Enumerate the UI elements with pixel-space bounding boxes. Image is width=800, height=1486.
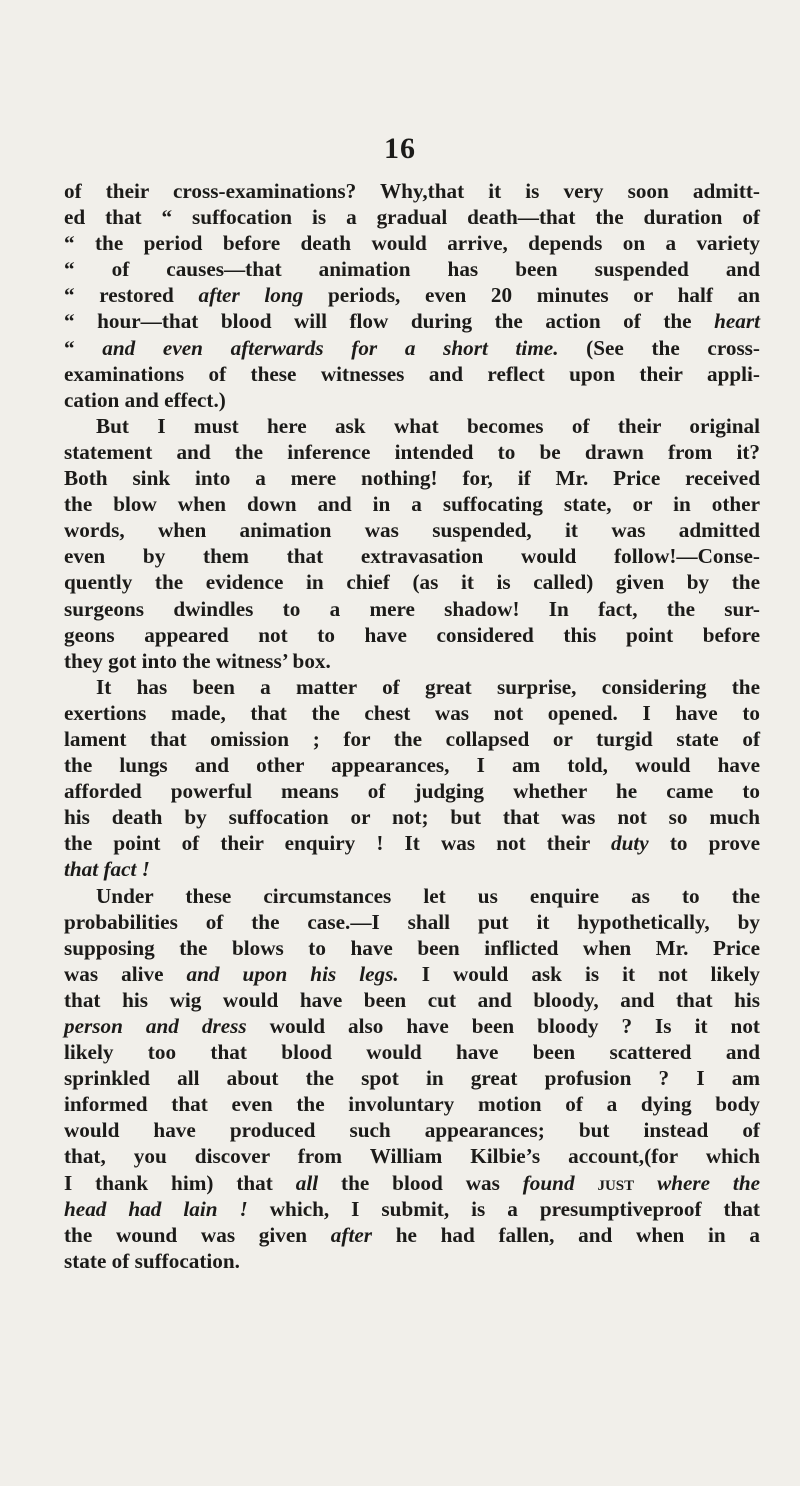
text-segment: examinations of these witnesses and reflect upon their appli- — [64, 361, 760, 386]
text-line — [64, 1117, 760, 1143]
text-segment: supposing the blows to have been inflicted when Mr. Price — [64, 935, 760, 960]
text-line — [64, 752, 760, 778]
text-line — [64, 1065, 760, 1091]
text-line — [64, 804, 760, 830]
italic-text: head had lain ! — [64, 1196, 248, 1221]
text-segment: the point of their enquiry ! It was not their — [64, 831, 612, 856]
text-segment: (See the cross- — [558, 335, 760, 360]
text-line — [64, 1091, 760, 1117]
text-line — [64, 987, 760, 1013]
text-segment: would also have been bloody ? Is it not — [246, 1014, 760, 1038]
text-line — [64, 465, 760, 491]
text-line — [64, 1039, 760, 1065]
text-line — [64, 335, 760, 361]
text-segment: I would ask is it not likely — [398, 961, 760, 986]
text-segment — [634, 1171, 657, 1195]
text-segment: It has been a matter of great surprise, considering the — [96, 674, 760, 699]
text-line — [64, 387, 760, 413]
italic-text: and upon his legs. — [186, 961, 399, 986]
text-segment: Under these circumstances let us enquire as to the — [96, 883, 760, 908]
text-line — [64, 856, 760, 882]
text-segment: exertions made, that the chest was not opened. I have to — [64, 700, 760, 725]
italic-text: and even afterwards for a short time. — [102, 335, 559, 360]
text-segment: “ restored — [64, 283, 199, 308]
text-segment: statement and the inference intended to be drawn from it? — [64, 439, 760, 464]
text-segment: afforded powerful means of judging whether he came to — [64, 779, 760, 804]
text-line — [64, 230, 760, 256]
text-segment: quently the evidence in chief (as it is called) given by the — [64, 570, 760, 595]
italic-text: heart — [714, 309, 760, 334]
text-line — [64, 883, 760, 909]
text-segment: periods, even 20 minutes or half an — [303, 283, 761, 308]
text-line — [64, 778, 760, 804]
text-line — [64, 308, 760, 334]
text-line — [64, 1170, 760, 1196]
text-line — [64, 935, 760, 961]
text-line — [64, 491, 760, 517]
text-line — [64, 413, 760, 439]
text-segment: “ the period before death would arrive, depends on a variety — [64, 231, 760, 256]
italic-text: after — [330, 1222, 372, 1247]
text-segment: Both sink into a mere nothing! for, if Mr. Price received — [64, 466, 760, 491]
text-segment: “ — [64, 335, 103, 360]
italic-text: after long — [198, 283, 304, 308]
text-line — [64, 204, 760, 230]
text-segment: that his wig would have been cut and bloody, and that his — [64, 987, 760, 1012]
text-segment: was alive — [64, 961, 187, 986]
text-line — [64, 1196, 760, 1222]
text-segment: cation and effect.) — [64, 387, 226, 412]
text-segment: the wound was given — [64, 1222, 331, 1247]
text-line — [64, 543, 760, 569]
text-segment: likely too that blood would have been scattered and — [64, 1040, 760, 1065]
text-segment: of their cross-examinations? Why,that it is very soon admitt- — [64, 179, 760, 203]
text-segment: But I must here ask what becomes of their original — [96, 413, 760, 438]
text-segment — [575, 1171, 598, 1195]
text-line — [64, 1222, 760, 1248]
text-line — [64, 596, 760, 622]
text-segment: I thank him) that — [64, 1170, 296, 1195]
text-line — [64, 726, 760, 752]
text-line — [64, 1143, 760, 1169]
text-segment: he had fallen, and when in a — [371, 1222, 761, 1247]
text-segment: the lungs and other appearances, I am told, would have — [64, 753, 760, 778]
body-text — [64, 178, 760, 1274]
text-segment: they got into the witness’ box. — [64, 648, 331, 673]
text-segment: would have produced such appearances; but instead of — [64, 1118, 760, 1143]
text-segment: to prove — [648, 831, 760, 856]
text-segment: “ hour—that blood will flow during the action of the — [64, 309, 715, 334]
text-line — [64, 1248, 760, 1274]
text-segment: lament that omission ; for the collapsed or turgid state of — [64, 726, 760, 751]
text-segment: surgeons dwindles to a mere shadow! In fact, the sur- — [64, 596, 760, 621]
italic-text: that fact ! — [64, 857, 150, 882]
italic-text: where the — [657, 1170, 761, 1195]
italic-text: found — [522, 1170, 575, 1195]
italic-text: person and dress — [64, 1014, 247, 1038]
text-line — [64, 282, 760, 308]
text-line — [64, 361, 760, 387]
page-number: 16 — [384, 132, 416, 165]
text-line — [64, 648, 760, 674]
text-segment: which, I submit, is a presumptiveproof that — [247, 1196, 760, 1221]
text-line — [64, 178, 760, 204]
text-line — [64, 674, 760, 700]
text-segment: probabilities of the case.—I shall put it hypothetically, by — [64, 909, 760, 934]
italic-text: all — [295, 1170, 319, 1195]
text-line — [64, 830, 760, 856]
text-line — [64, 517, 760, 543]
text-line — [64, 909, 760, 935]
text-segment: state of suffocation. — [64, 1248, 240, 1273]
text-segment: even by them that extravasation would follow!—Conse- — [64, 544, 760, 569]
text-segment: sprinkled all about the spot in great profusion ? I am — [64, 1066, 760, 1091]
text-line — [64, 439, 760, 465]
text-line — [64, 256, 760, 282]
small-caps-text: just — [597, 1170, 635, 1195]
text-line — [64, 961, 760, 987]
text-line — [64, 569, 760, 595]
text-segment: ed that “ suffocation is a gradual death—that the duration of — [64, 205, 760, 230]
text-segment: the blood was — [318, 1170, 523, 1195]
text-segment: his death by suffocation or not; but that was not so much — [64, 805, 760, 830]
text-segment: the blow when down and in a suffocating state, or in other — [64, 492, 760, 517]
text-line — [64, 700, 760, 726]
text-line — [64, 1013, 760, 1039]
text-segment: that, you discover from William Kilbie’s account,(for which — [64, 1144, 760, 1169]
text-line — [64, 622, 760, 648]
text-segment: “ of causes—that animation has been suspended and — [64, 257, 760, 282]
italic-text: duty — [611, 831, 649, 856]
text-segment: words, when animation was suspended, it was admitted — [64, 518, 760, 543]
text-segment: informed that even the involuntary motion of a dying body — [64, 1092, 760, 1117]
text-segment: geons appeared not to have considered this point before — [64, 622, 760, 647]
